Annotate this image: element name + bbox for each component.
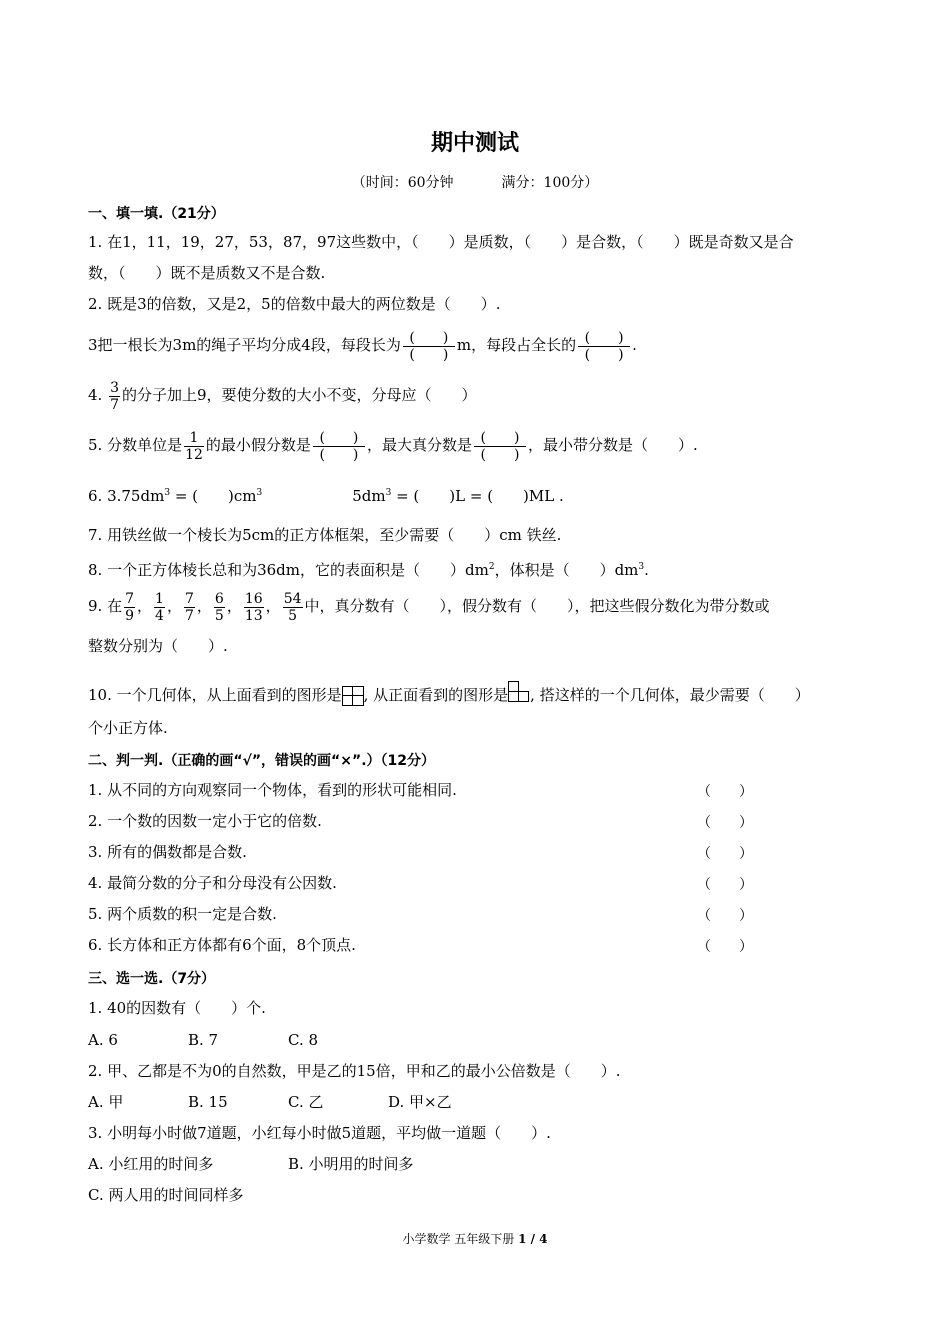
s3-q1: 1. 40的因数有（ ）个.: [88, 999, 266, 1017]
answer-blank: （ ）: [697, 784, 753, 800]
page-footer: 小学数学 五年级下册 1 / 4: [402, 1232, 548, 1246]
option: A. 小红用的时间多: [88, 1155, 214, 1173]
option: B. 小明用的时间多: [288, 1155, 414, 1173]
answer-blank: （ ）: [697, 908, 753, 924]
s3-q2-options: [88, 1091, 866, 1113]
s3-q1-options: [88, 1029, 866, 1051]
q8: 8. 一个正方体棱长总和为36dm，它的表面积是（ ）$dm^2$，体积是（ ）$dm^3$.: [88, 561, 649, 579]
q9-fraction: $\frac{1}{4}$: [155, 590, 164, 624]
q6: 6. $3.75dm^3$ = ( )$cm^3$ $5dm^3$ = ( )L = ( )ML .: [88, 487, 564, 505]
option: B. 7: [188, 1031, 219, 1049]
judge-item: 3. 所有的偶数都是合数.: [88, 843, 247, 861]
q3: 3把一根长为3m的绳子平均分成4段，每段长为 $\frac{( )}{( )}$ m，每段占全长的 $\frac{( )}{( )}$ .: [88, 329, 637, 363]
option: D. 甲×乙: [388, 1093, 452, 1111]
q10-line-2: 个小正方体.: [88, 719, 168, 737]
section-2-heading: 二、判一判.（正确的画“√”，错误的画“×”.）（12分）: [88, 753, 435, 769]
s3-q3-option-c: C. 两人用的时间同样多: [88, 1186, 244, 1204]
s3-q2: 2. 甲、乙都是不为0的自然数，甲是乙的15倍，甲和乙的最小公倍数是（ ）.: [88, 1062, 621, 1080]
q1-line-2: 数，（ ）既不是质数又不是合数.: [88, 264, 326, 282]
q9-fraction: $\frac{6}{5}$: [214, 590, 224, 624]
option: A. 6: [88, 1031, 118, 1049]
q5-fraction-blank-1: $\frac{( )}{( )}$: [313, 430, 365, 463]
q3-fraction-blank-1: $\frac{( )}{( )}$: [403, 330, 455, 363]
q3-fraction-blank-2: $\frac{( )}{( )}$: [578, 330, 630, 363]
q4-fraction: $\frac{3}{7}$: [110, 379, 120, 413]
option: C. 乙: [288, 1093, 324, 1111]
section-1-heading: 一、填一填.（21分）: [88, 206, 225, 222]
s3-q3: 3. 小明每小时做7道题，小红每小时做5道题，平均做一道题（ ）.: [88, 1124, 551, 1142]
answer-blank: （ ）: [697, 815, 753, 831]
time-info: （时间：60分钟: [351, 175, 454, 191]
q9-fractions: $\frac{7}{9}$ ， $\frac{1}{4}$ ， $\frac{7}{7}$ ， $\frac{6}{5}$ ， $\frac{16}{13}$ ， $\frac{54}{5}$: [125, 590, 302, 624]
judge-item: 5. 两个质数的积一定是合数.: [88, 905, 277, 923]
answer-blank: （ ）: [697, 846, 753, 862]
page-title: 期中测试: [430, 131, 519, 156]
judge-item: 1. 从不同的方向观察同一个物体，看到的形状可能相同.: [88, 781, 457, 799]
q5-fraction: $\frac{1}{12}$: [185, 429, 203, 463]
option: B. 15: [188, 1093, 228, 1111]
page-number: 1 / 4: [518, 1232, 548, 1246]
answer-blank: （ ）: [697, 877, 753, 893]
judge-item: 2. 一个数的因数一定小于它的倍数.: [88, 812, 322, 830]
section-3-heading: 三、选一选.（7分）: [88, 971, 216, 987]
q9: 9. 在 $\frac{7}{9}$ ， $\frac{1}{4}$ ， $\frac{7}{7}$ ， $\frac{6}{5}$ ， $\frac{16}{13}$ ， $\frac{54}{5}$ 中，真分数有（ ），假分数有（ ），把这些假分数化为带分数或: [88, 590, 770, 624]
q9-fraction: $\frac{54}{5}$: [283, 590, 302, 624]
q5-fraction-blank-2: $\frac{( )}{( )}$: [474, 430, 526, 463]
top-view-icon: [342, 686, 364, 706]
judge-item: 4. 最简分数的分子和分母没有公因数.: [88, 874, 337, 892]
q10: 10. 一个几何体，从上面看到的图形是 , 从正面看到的图形是 , 搭这样的一个几何体，最少需要（ ）: [88, 680, 866, 711]
q5: 5. 分数单位是 $\frac{1}{12}$ 的最小假分数是 $\frac{( )}{( )}$ ，最大真分数是 $\frac{( )}{( )}$ ，最小带分数是（ ）.: [88, 429, 698, 463]
front-view-icon: [508, 681, 530, 711]
s3-q3-options: [88, 1153, 866, 1175]
answer-blank: （ ）: [697, 939, 753, 955]
option: C. 8: [288, 1031, 319, 1049]
q7: 7. 用铁丝做一个棱长为5cm的正方体框架，至少需要（ ）cm 铁丝.: [88, 526, 562, 544]
q9-fraction: $\frac{7}{9}$: [125, 590, 135, 624]
judge-item: 6. 长方体和正方体都有6个面，8个顶点.: [88, 936, 356, 954]
score-info: 满分：100分）: [501, 175, 599, 191]
exam-info: [0, 172, 950, 192]
q9-fraction: $\frac{7}{7}$: [184, 590, 194, 624]
q2: 2. 既是3的倍数，又是2，5的倍数中最大的两位数是（ ）.: [88, 295, 501, 313]
q9-line-2: 整数分别为（ ）.: [88, 637, 228, 655]
option: A. 甲: [88, 1093, 124, 1111]
q9-fraction: $\frac{16}{13}$: [244, 590, 263, 624]
q1-line-1: 1. 在1，11，19，27，53，87，97这些数中，（ ）是质数，（ ）是合数，（ ）既是奇数又是合: [88, 233, 794, 251]
q4: 4. $\frac{3}{7}$ 的分子加上9，要使分数的大小不变，分母应（ ）: [88, 379, 477, 413]
